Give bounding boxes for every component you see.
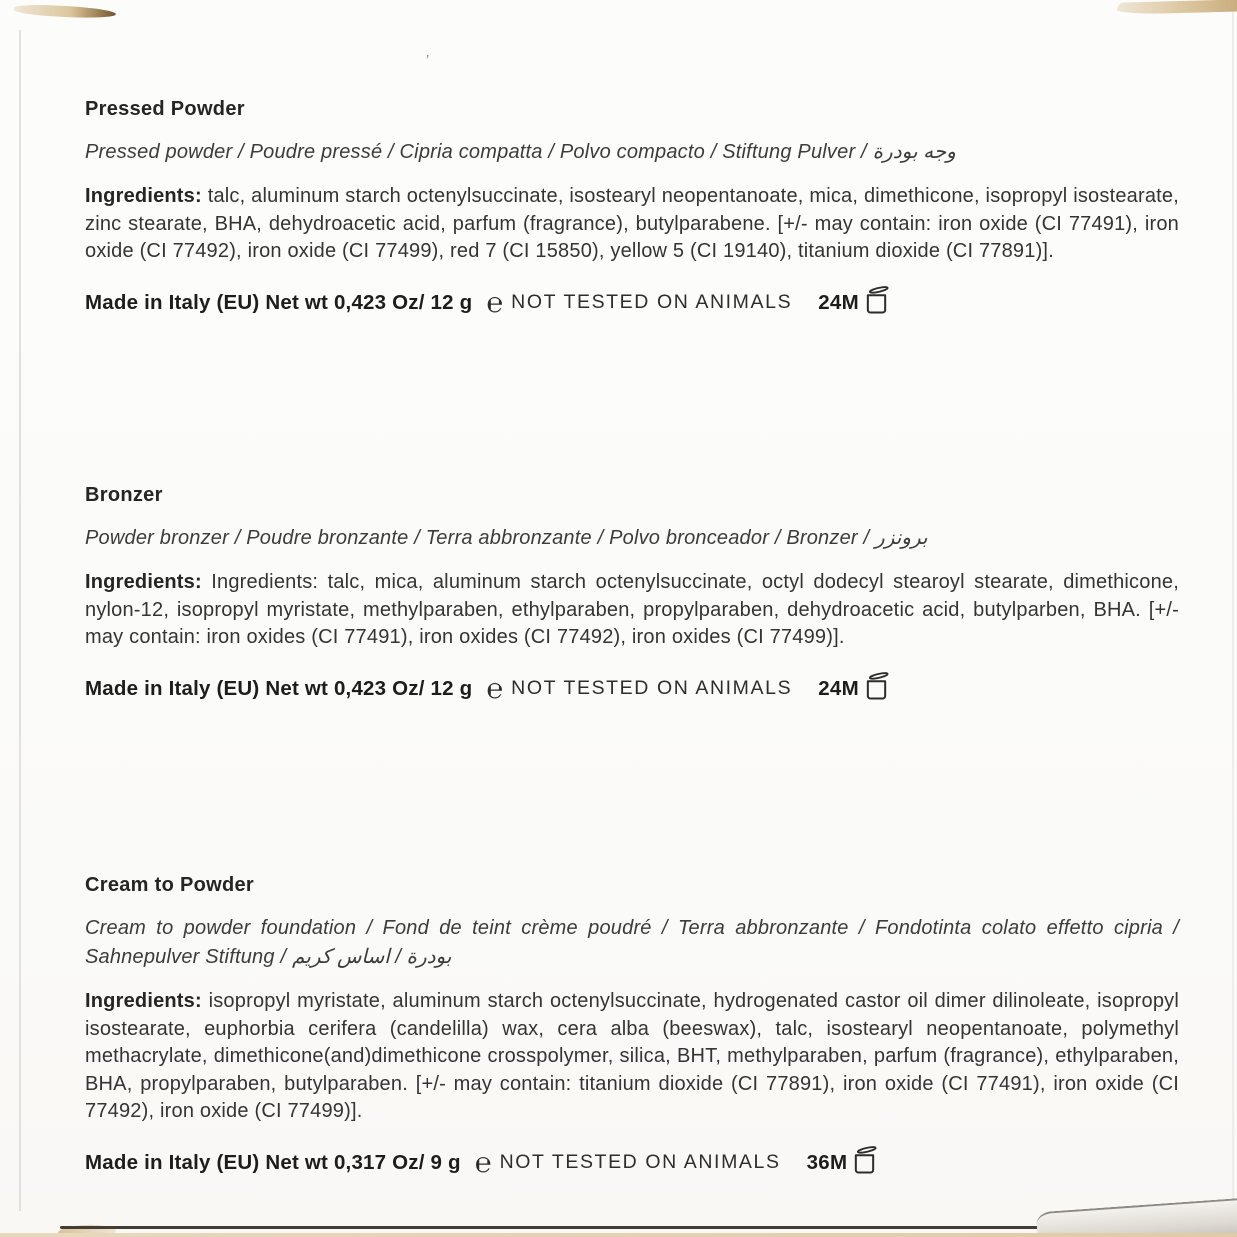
pao-duration: 24M xyxy=(818,676,859,700)
open-jar-icon xyxy=(863,671,890,701)
made-in-net-weight: Made in Italy (EU) Net wt 0,317 Oz/ 9 g xyxy=(85,1150,461,1174)
box-bottom-edge-shadow xyxy=(60,1226,1087,1229)
open-jar-icon xyxy=(863,285,890,315)
pao-duration: 36M xyxy=(806,1150,848,1174)
product-title: Bronzer xyxy=(85,484,163,506)
box-right-edge xyxy=(1232,0,1234,1237)
ingredients-text: talc, aluminum starch octenylsuccinate, isostearyl neopentanoate, mica, dimethicone, isopropyl isostearate, zinc stearate, BHA, dehydroacetic acid, parfum (fragrance), butylparabene. [+/- may contain: iron oxide (CI 77491), iron oxide (CI 77492), iron oxide (CI 77499), red 7 (CI 15850), yellow 5 (CI 19140), titanium dioxide (CI 77891)]. xyxy=(85,185,1179,262)
estimated-sign-icon: ℮ xyxy=(486,286,504,318)
ingredients-text: Ingredients: talc, mica, aluminum starch octenylsuccinate, octyl dodecyl stearoyl stearate, dimethicone, nylon-12, isopropyl myristate, methylparaben, ethylparaben, propylparaben, dehydroacetic acid, butylparben, BHA. [+/- may contain: iron oxides (CI 77491), iron oxides (CI 77492), iron oxides (CI 77499)]. xyxy=(85,571,1179,648)
estimated-sign-icon: ℮ xyxy=(474,1146,492,1178)
section-cream-to-powder xyxy=(85,721,1179,1178)
ingredients-paragraph xyxy=(85,988,1179,1126)
ingredients-paragraph xyxy=(85,569,1179,652)
not-tested-text: NOT TESTED ON ANIMALS xyxy=(511,677,793,699)
ingredients-label: Ingredients: xyxy=(85,990,202,1012)
pao-duration: 24M xyxy=(818,290,859,314)
section-bronzer xyxy=(85,335,1179,704)
box-left-edge xyxy=(19,30,21,1211)
product-translations: Pressed powder / Poudre pressé / Cipria compatta / Polvo compacto / Stiftung Pulver / بودرة‎ وجه xyxy=(85,141,956,163)
made-in-net-weight: Made in Italy (EU) Net wt 0,423 Oz/ 12 g xyxy=(85,290,473,314)
ingredients-text: isopropyl myristate, aluminum starch octenylsuccinate, hydrogenated castor oil dimer dilinoleate, isopropyl isostearate, euphorbia cerifera (candelilla) wax, cera alba (beeswax), talc, isostearyl neopentanoate, polymethyl methacrylate, dimethicone(and)dimethicone crosspolymer, silica, BHT, methylparaben, parfum (fragrance), ethylparaben, BHA, propylparaben, butylparaben. [+/- may contain: titanium dioxide (CI 77891), iron oxide (CI 77491), iron oxide (CI 77492), iron oxide (CI 77499)]. xyxy=(85,990,1179,1122)
product-translations: Cream to powder foundation / Fond de teint crème poudré / Terra abbronzante / Fondotinta colato effetto cipria / Sahnepulver Stiftung / كريم‎ اساس‎ / بودرة xyxy=(85,917,1179,968)
section-pressed-powder xyxy=(85,0,1179,318)
ingredients-paragraph xyxy=(85,183,1179,266)
ingredients-label: Ingredients: xyxy=(85,185,202,207)
box-bottom-tan-strip xyxy=(0,1233,1237,1237)
product-title: Cream to Powder xyxy=(85,874,254,896)
product-title: Pressed Powder xyxy=(85,98,245,120)
estimated-sign-icon: ℮ xyxy=(486,672,504,704)
open-jar-icon xyxy=(851,1145,878,1175)
not-tested-text: NOT TESTED ON ANIMALS xyxy=(499,1151,781,1173)
not-tested-text: NOT TESTED ON ANIMALS xyxy=(511,291,793,313)
regulatory-line xyxy=(85,1146,1179,1178)
label-text-area xyxy=(85,0,1179,1195)
stray-print-mark: ’ xyxy=(425,52,429,69)
regulatory-line xyxy=(85,672,1179,704)
box-flap-bottom-right xyxy=(1036,1198,1237,1237)
ingredients-label: Ingredients: xyxy=(85,571,202,593)
regulatory-line xyxy=(85,286,1179,318)
made-in-net-weight: Made in Italy (EU) Net wt 0,423 Oz/ 12 g xyxy=(85,676,473,700)
product-translations: Powder bronzer / Poudre bronzante / Terra abbronzante / Polvo bronceador / Bronzer / برونزر xyxy=(85,527,928,549)
